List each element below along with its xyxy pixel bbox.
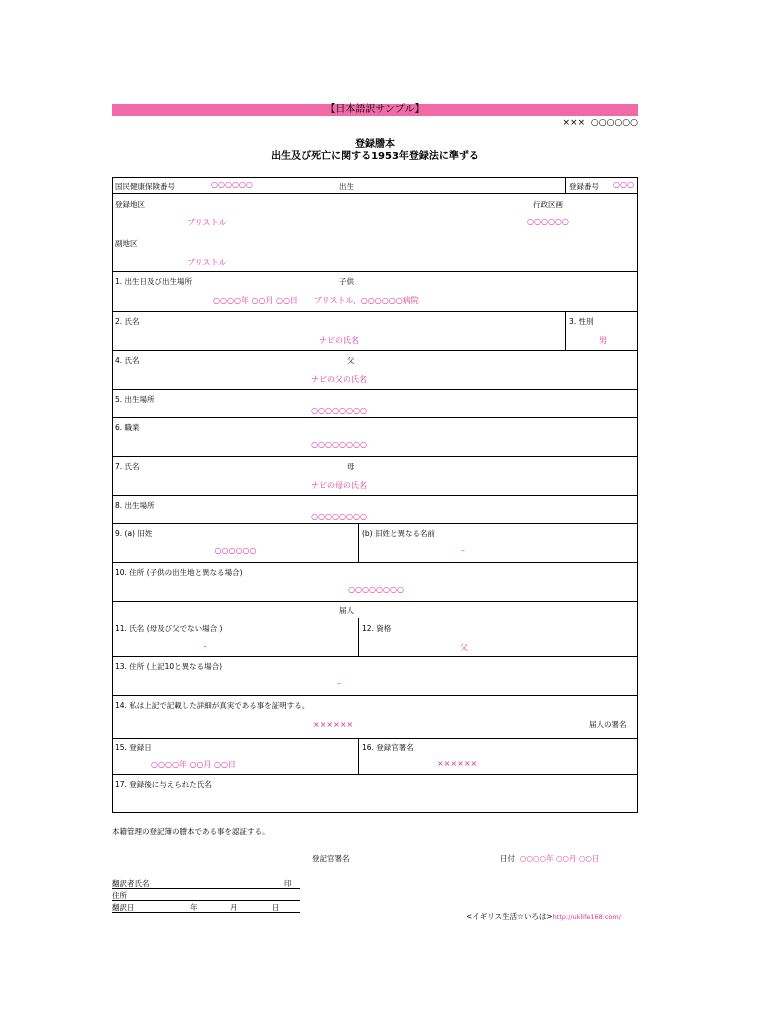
row-divider	[113, 193, 637, 194]
field-9a-label: 9. (a) 旧姓	[115, 529, 153, 538]
field-6-label: 6. 職業	[115, 423, 140, 432]
translation-date-label: 翻訳日	[112, 903, 135, 912]
translator-address-line	[112, 900, 300, 901]
field-12-label: 12. 資格	[362, 624, 392, 633]
field-15-value: ○○○○年 ○○月 ○○日	[151, 760, 236, 769]
birth-heading: 出生	[339, 182, 354, 191]
row-divider	[113, 311, 637, 312]
field-4-value: ナビの父の氏名	[311, 375, 367, 384]
reference-number: ××× ○○○○○○	[562, 118, 638, 128]
row-divider	[113, 495, 637, 496]
certification-statement: 本籍管理の登記簿の謄本である事を認証する。	[112, 827, 270, 836]
administrative-area-value: ○○○○○○	[527, 217, 569, 226]
site-credit: <イギリス生活☆いろは>http://uklife168.com/	[466, 912, 621, 921]
row-divider	[113, 350, 637, 351]
field-2-label: 2. 氏名	[115, 317, 140, 326]
field-3-value: 男	[599, 336, 607, 345]
field-14-value: ××××××	[313, 720, 354, 729]
nhs-number-label: 国民健康保険番号	[115, 182, 175, 191]
child-heading: 子供	[339, 277, 354, 286]
nhs-number-value: ○○○○○○	[211, 180, 253, 189]
translator-address-label: 住所	[112, 891, 127, 900]
field-6-value: ○○○○○○○○	[311, 440, 367, 449]
row-divider	[113, 738, 637, 739]
seal-mark: 印	[284, 879, 292, 888]
row-divider	[113, 417, 637, 418]
field-12-value: 父	[460, 643, 468, 652]
sample-banner: 【日本語訳サンプル】	[112, 104, 638, 116]
row-divider	[113, 562, 637, 563]
field-13-label: 13. 住所 (上記10と異なる場合)	[115, 662, 223, 671]
field-1-label: 1. 出生日及び出生場所	[115, 277, 193, 286]
field-7-value: ナビの母の氏名	[311, 481, 367, 490]
field-11-label: 11. 氏名 (母及び父でない場合 )	[115, 624, 223, 633]
field-2-value: ナビの氏名	[319, 336, 359, 345]
issue-date: 日付 ○○○○年 ○○月 ○○日	[500, 854, 600, 863]
field-9a-value: ○○○○○○	[214, 546, 257, 555]
birth-certificate-form	[112, 177, 638, 813]
column-divider	[358, 523, 359, 562]
administrative-area-label: 行政区画	[533, 200, 563, 209]
document-title: 登録謄本	[355, 139, 395, 150]
column-divider	[565, 311, 566, 350]
field-11-value: –	[203, 642, 207, 651]
registration-district-value: ブリストル	[187, 218, 227, 227]
field-9b-label: (b) 旧姓と異なる名前	[362, 529, 435, 538]
sub-district-value: ブリストル	[187, 258, 227, 267]
field-5-label: 5. 出生場所	[115, 395, 155, 404]
field-10-label: 10. 住所 (子供の出生地と異なる場合)	[115, 568, 243, 577]
field-5-value: ○○○○○○○○	[311, 406, 367, 415]
field-14-label: 14. 私は上記で記載した詳細が真実である事を証明する。	[115, 701, 310, 710]
translation-day-label: 日	[272, 903, 280, 912]
translator-name-label: 翻訳者氏名	[112, 879, 150, 888]
site-credit-url[interactable]: http://uklife168.com/	[552, 913, 621, 921]
registration-number-value: ○○○	[613, 180, 634, 189]
translation-month-label: 月	[230, 903, 238, 912]
field-10-value: ○○○○○○○○	[348, 585, 404, 594]
row-divider	[113, 389, 637, 390]
sub-district-label: 副地区	[115, 239, 138, 248]
father-heading: 父	[347, 356, 355, 365]
row-divider	[113, 601, 637, 602]
field-8-label: 8. 出生場所	[115, 501, 155, 510]
translation-date-line	[112, 912, 300, 913]
field-15-label: 15. 登録日	[115, 743, 152, 752]
row-divider	[113, 695, 637, 696]
informant-heading: 届人	[339, 606, 354, 615]
field-8-value: ○○○○○○○○	[311, 512, 367, 521]
field-17-label: 17. 登録後に与えられた氏名	[115, 780, 212, 789]
field-3-label: 3. 性別	[569, 317, 594, 326]
row-divider	[113, 656, 637, 657]
informant-signature-label: 届人の署名	[589, 720, 627, 729]
registration-number-label: 登録番号	[569, 182, 599, 191]
translation-year-label: 年	[190, 903, 198, 912]
column-divider	[358, 618, 359, 656]
field-7-label: 7. 氏名	[115, 462, 140, 471]
field-16-label: 16. 登録官署名	[362, 743, 414, 752]
registration-district-label: 登録地区	[115, 200, 145, 209]
field-4-label: 4. 氏名	[115, 356, 140, 365]
field-9b-value: –	[461, 546, 465, 555]
field-16-value: ××××××	[437, 759, 478, 768]
mother-heading: 母	[347, 462, 355, 471]
column-divider	[565, 178, 566, 193]
field-13-value: –	[337, 679, 341, 688]
registrar-signature-label: 登記官署名	[312, 854, 350, 863]
column-divider	[358, 738, 359, 774]
row-divider	[113, 523, 637, 524]
field-1-value: ○○○○年 ○○月 ○○日 ブリストル、○○○○○○病院	[213, 296, 419, 305]
document-subtitle: 出生及び死亡に関する1953年登録法に準ずる	[271, 151, 479, 162]
row-divider	[113, 774, 637, 775]
translator-name-line	[112, 888, 300, 889]
row-divider	[113, 271, 637, 272]
row-divider	[113, 456, 637, 457]
